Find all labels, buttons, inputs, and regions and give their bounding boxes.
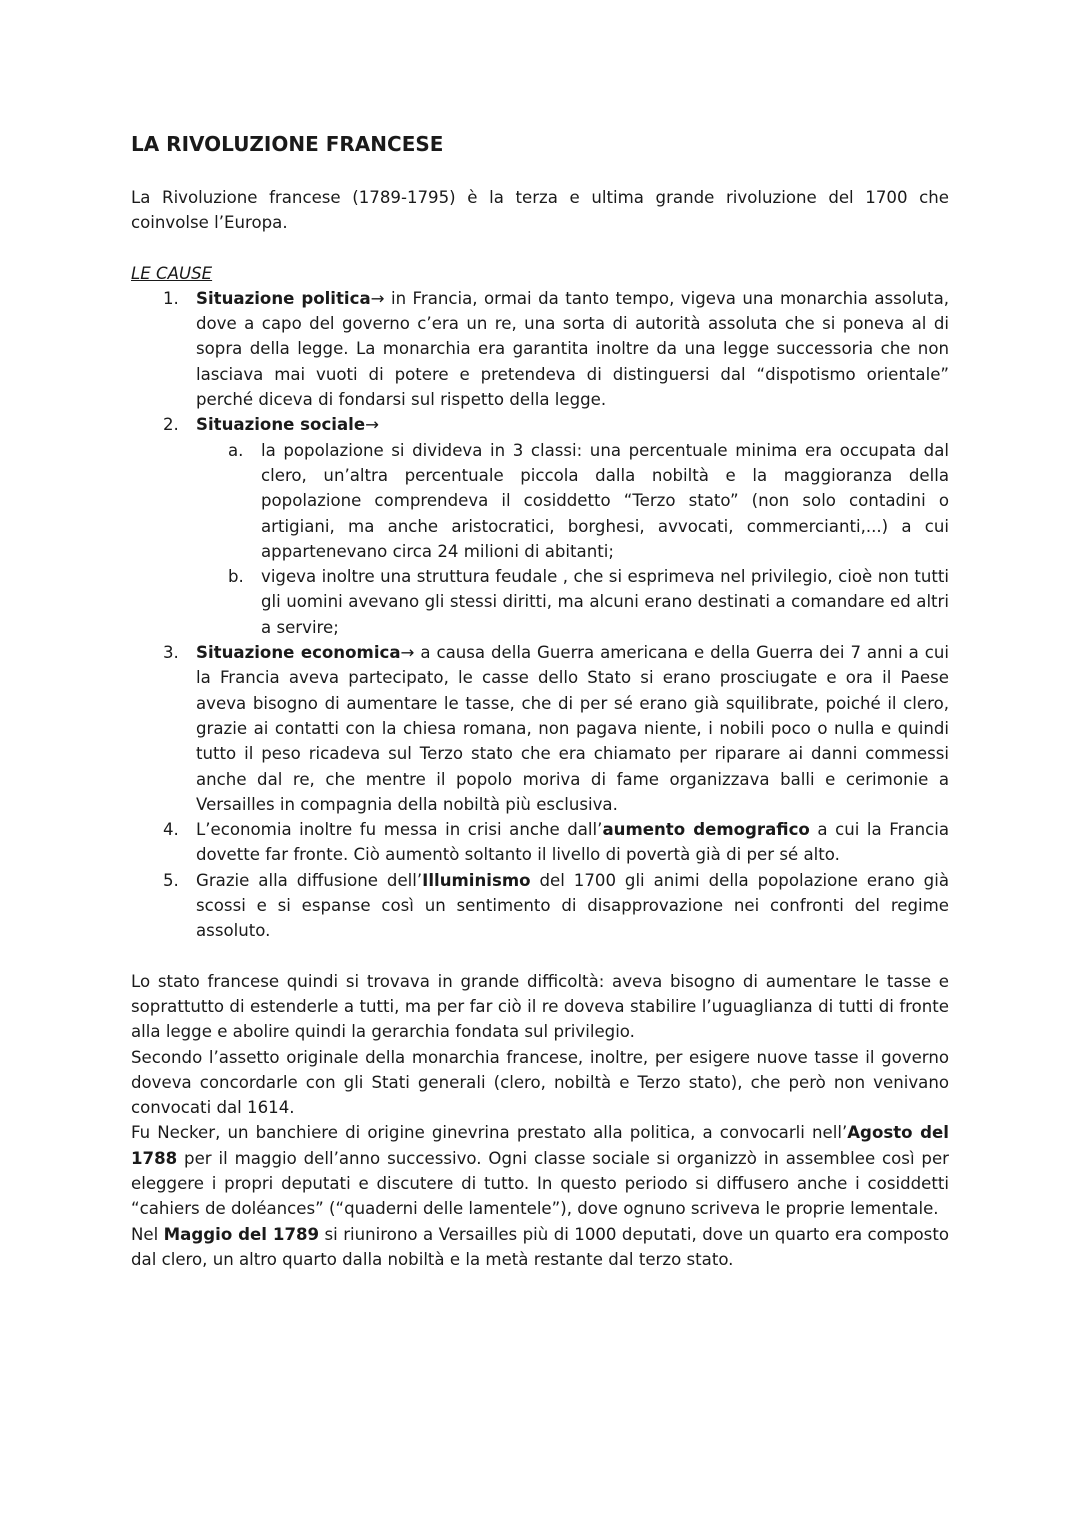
item-text: a cui la Francia dovette far fronte. Ciò aumentò soltanto il livello di povertà già di per sé alto. (196, 820, 949, 865)
item-number: 1. (163, 288, 179, 308)
paragraph-3 (131, 1120, 949, 1221)
item-number: 2. (163, 415, 179, 435)
cause-item-3 (131, 640, 949, 817)
cause-item-5 (131, 868, 949, 944)
item-bold-label: aumento demografico (602, 820, 810, 840)
paragraph-4 (131, 1222, 949, 1273)
paragraph-3-bold: Agosto del 1788 (131, 1123, 949, 1168)
cause-item-4 (131, 817, 949, 868)
cause-item-2 (131, 412, 949, 437)
paragraph-2: Secondo l’assetto originale della monarchia francese, inoltre, per esigere nuove tasse il governo doveva concordarle con gli Stati generali (clero, nobiltà e Terzo stato), che però non venivano convocati dal 1614. (131, 1047, 949, 1118)
item-bold-label: Situazione sociale (196, 415, 366, 435)
sub-item-text: vigeva inoltre una struttura feudale , che si esprimeva nel privilegio, cioè non tutti gli uomini avevano gli stessi diritti, ma alcuni erano destinati a comandare ed altri a servire; (261, 567, 949, 637)
section-heading-cause: LE CAUSE (131, 263, 213, 283)
item-text: → (365, 415, 380, 435)
paragraph-4-bold: Maggio del 1789 (163, 1224, 320, 1244)
sub-item-letter: b. (228, 567, 244, 587)
document-page (131, 130, 949, 1272)
document-title: LA RIVOLUZIONE FRANCESE (131, 132, 444, 156)
intro-paragraph: La Rivoluzione francese (1789-1795) è la terza e ultima grande rivoluzione del 1700 che coinvolse l’Europa. (131, 188, 949, 233)
paragraph-4-post: si riunirono a Versailles più di 1000 deputati, dove un quarto era composto dal clero, un altro quarto dalla nobiltà e la metà restante dal terzo stato. (131, 1224, 949, 1269)
item-text: → a causa della Guerra americana e della Guerra dei 7 anni a cui la Francia aveva partecipato, le casse dello Stato si erano prosciugate e ora il Paese aveva bisogno di aumentare le tasse, che di per sé erano già squilibrate, poiché il clero, grazie ai contatti con la chiesa romana, non pagava niente, i nobili poco o nulla e quindi tutto il peso ricadeva sul Terzo stato che era chiamato per riparare ai danni commessi anche dal re, che mentre il popolo moriva di fame organizzava balli e cerimonie a Versailles in compagnia della nobiltà più esclusiva. (196, 643, 950, 814)
item-text: → in Francia, ormai da tanto tempo, vigeva una monarchia assoluta, dove a capo del governo c’era un re, una sorta di autorità assoluta che si poneva al di sopra della legge. La monarchia era garantita inoltre da una legge successoria che non lasciava mai vuoti di potere e pretendeva di distinguersi dal “dispotismo orientale” perché diceva di fondarsi sul rispetto della legge. (196, 288, 950, 410)
item-bold-label: Situazione economica (196, 643, 401, 663)
item-text: del 1700 gli animi della popolazione erano già scossi e si espanse così un sentimento di disapprovazione nei confronti del regime assoluto. (196, 870, 949, 941)
item-pre-text: Grazie alla diffusione dell’ (196, 870, 423, 890)
paragraph-4-pre: Nel (131, 1224, 164, 1244)
item-number: 5. (163, 870, 179, 890)
paragraph-3-pre: Fu Necker, un banchiere di origine ginevrina prestato alla politica, a convocarli nell’ (131, 1123, 848, 1143)
item-number: 4. (163, 820, 179, 840)
paragraph-3-post: per il maggio dell’anno successivo. Ogni classe sociale si organizzò in assemblee così per eleggere i propri deputati e discutere di tutto. In questo periodo si diffusero anche i cosiddetti “cahiers de doléances” (“quaderni delle lamentele”), dove ognuno scriveva le proprie lementale. (131, 1148, 949, 1219)
cause-item-1 (131, 286, 949, 412)
sub-item-letter: a. (228, 440, 244, 460)
item-bold-label: Illuminismo (422, 870, 531, 890)
sub-item-a (131, 438, 949, 564)
sub-item-text: la popolazione si divideva in 3 classi: una percentuale minima era occupata dal clero, un’altra percentuale piccola dalla nobiltà e la maggioranza della popolazione comprendeva il cosiddetto “Terzo stato” (non solo contadini o artigiani, ma anche aristocratici, borghesi, avvocati, commercianti,...) a cui appartenevano circa 24 milioni di abitanti; (261, 440, 949, 561)
sub-item-b (131, 564, 949, 640)
item-pre-text: L’economia inoltre fu messa in crisi anche dall’ (196, 820, 603, 840)
paragraph-1: Lo stato francese quindi si trovava in grande difficoltà: aveva bisogno di aumentare le tasse e soprattutto di estenderle a tutti, ma per far ciò il re doveva stabilire l’uguaglianza di tutti di fronte alla legge e abolire quindi la gerarchia fondata sul privilegio. (131, 971, 949, 1042)
item-bold-label: Situazione politica (196, 288, 371, 308)
item-number: 3. (163, 643, 179, 663)
